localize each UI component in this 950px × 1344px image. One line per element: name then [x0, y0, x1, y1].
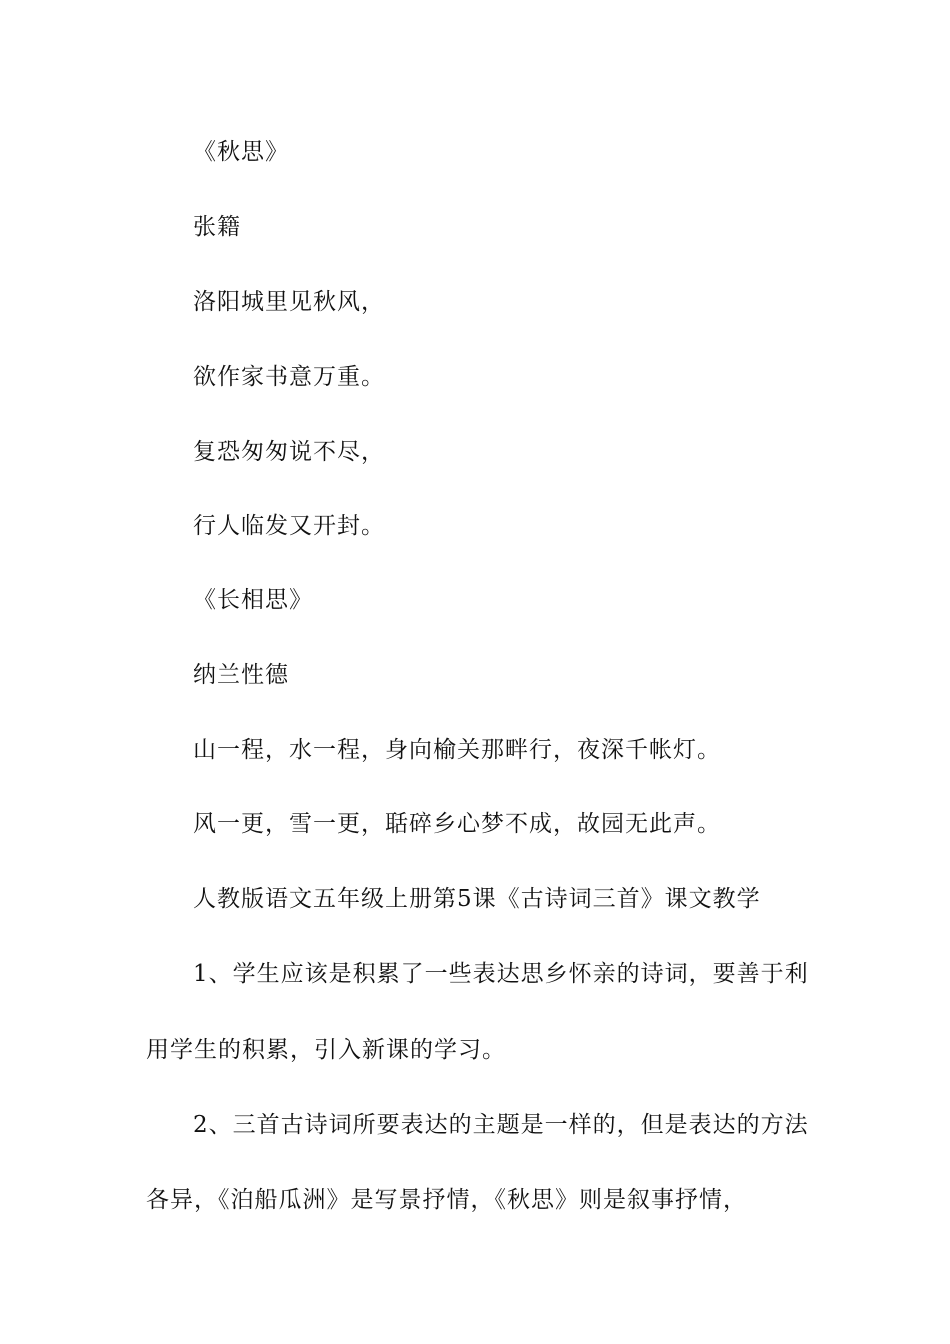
- poem-line: 复恐匆匆说不尽，: [193, 439, 385, 465]
- poem-author-zhangji: 张籍: [193, 214, 241, 240]
- paragraph-1-first-line: 1、学生应该是积累了一些表达思乡怀亲的诗词，要善于利: [193, 961, 809, 987]
- poem-title-changxiangsi: 《长相思》: [193, 587, 313, 613]
- poem-line: 洛阳城里见秋风，: [193, 289, 385, 315]
- paragraph-2-continuation: 各异，《泊船瓜洲》是写景抒情，《秋思》则是叙事抒情，: [146, 1187, 747, 1213]
- poem-line: 风一更，雪一更，聒碎乡心梦不成，故园无此声。: [193, 811, 721, 837]
- section-heading: 人教版语文五年级上册第5课《古诗词三首》课文教学: [193, 886, 761, 912]
- paragraph-2-first-line: 2、三首古诗词所要表达的主题是一样的，但是表达的方法: [193, 1112, 809, 1138]
- poem-author-nalanxingde: 纳兰性德: [193, 662, 289, 688]
- poem-line: 山一程，水一程，身向榆关那畔行，夜深千帐灯。: [193, 737, 721, 763]
- poem-line: 行人临发又开封。: [193, 513, 385, 539]
- poem-line: 欲作家书意万重。: [193, 364, 385, 390]
- poem-title-qiusi: 《秋思》: [193, 139, 289, 165]
- paragraph-1-continuation: 用学生的积累，引入新课的学习。: [146, 1037, 506, 1063]
